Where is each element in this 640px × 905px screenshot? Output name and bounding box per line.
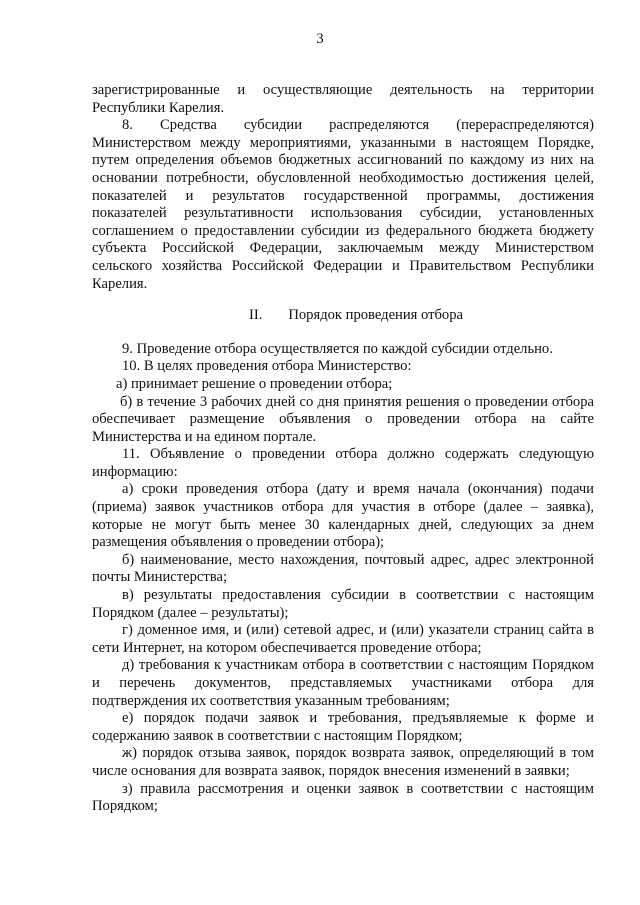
paragraph-8: 8. Средства субсидии распределяются (перераспределяются) Министерством между мероприятиями, указанными в настоящем Порядке, путем определения объемов бюджетных ассигнований по каждому из них на основании потребности, обусловленной необходимостью достижения целей, показателей и результатов государственной программы, достижения показателей результативности использования субсидии, установленных соглашением о предоставлении субсидии из федерального бюджета бюджету субъекта Российской Федерации, заключаемым между Министерством сельского хозяйства Российской Федерации и Правительством Республики Карелия. <box>92 117 594 292</box>
paragraph-11-a: а) сроки проведения отбора (дату и время начала (окончания) подачи (приема) заявок участников отбора для участия в отборе (далее – заявка), которые не могут быть менее 30 календарных дней, следующих за днем размещения объявления о проведении отбора); <box>92 481 594 551</box>
paragraph-11-z: з) правила рассмотрения и оценки заявок в соответствии с настоящим Порядком; <box>92 780 594 815</box>
section-title: Порядок проведения отбора <box>288 307 464 324</box>
paragraph-11-b: б) наименование, место нахождения, почтовый адрес, адрес электронной почты Министерства; <box>92 551 594 586</box>
paragraph-11-zh: ж) порядок отзыва заявок, порядок возврата заявок, определяющий в том числе основания для возврата заявок, порядок внесения изменений в заявки; <box>92 745 594 779</box>
paragraph-10-b: б) в течение 3 рабочих дней со дня принятия решения о проведении отбора обеспечивает размещение объявления о проведении отбора на сайте Министерства и на едином портале. <box>92 393 594 445</box>
paragraph-10-a: а) принимает решение о проведении отбора; <box>116 375 393 392</box>
paragraph-10: 10. В целях проведения отбора Министерство: <box>122 358 412 375</box>
paragraph-11-e: е) порядок подачи заявок и требования, предъявляемые к форме и содержанию заявок в соответствии с настоящим Порядком; <box>92 710 594 744</box>
paragraph-9: 9. Проведение отбора осуществляется по каждой субсидии отдельно. <box>122 340 553 357</box>
paragraph-11-g: г) доменное имя, и (или) сетевой адрес, и (или) указатели страниц сайта в сети Интернет, на котором обеспечивается проведение отбора; <box>92 622 594 656</box>
section-number: II. <box>248 307 263 324</box>
paragraph-continuation: зарегистрированные и осуществляющие деятельность на территории Республики Карелия. <box>92 82 594 116</box>
paragraph-11-v: в) результаты предоставления субсидии в соответствии с настоящим Порядком (далее – результаты); <box>92 587 594 621</box>
paragraph-11-d: д) требования к участникам отбора в соответствии с настоящим Порядком и перечень документов, представляемых участниками отбора для подтверждения их соответствия указанным требованиям; <box>92 657 594 709</box>
section-heading <box>92 307 594 325</box>
paragraph-11: 11. Объявление о проведении отбора должно содержать следующую информацию: <box>92 446 594 480</box>
page-number: 3 <box>316 31 324 47</box>
document-body <box>92 82 594 816</box>
